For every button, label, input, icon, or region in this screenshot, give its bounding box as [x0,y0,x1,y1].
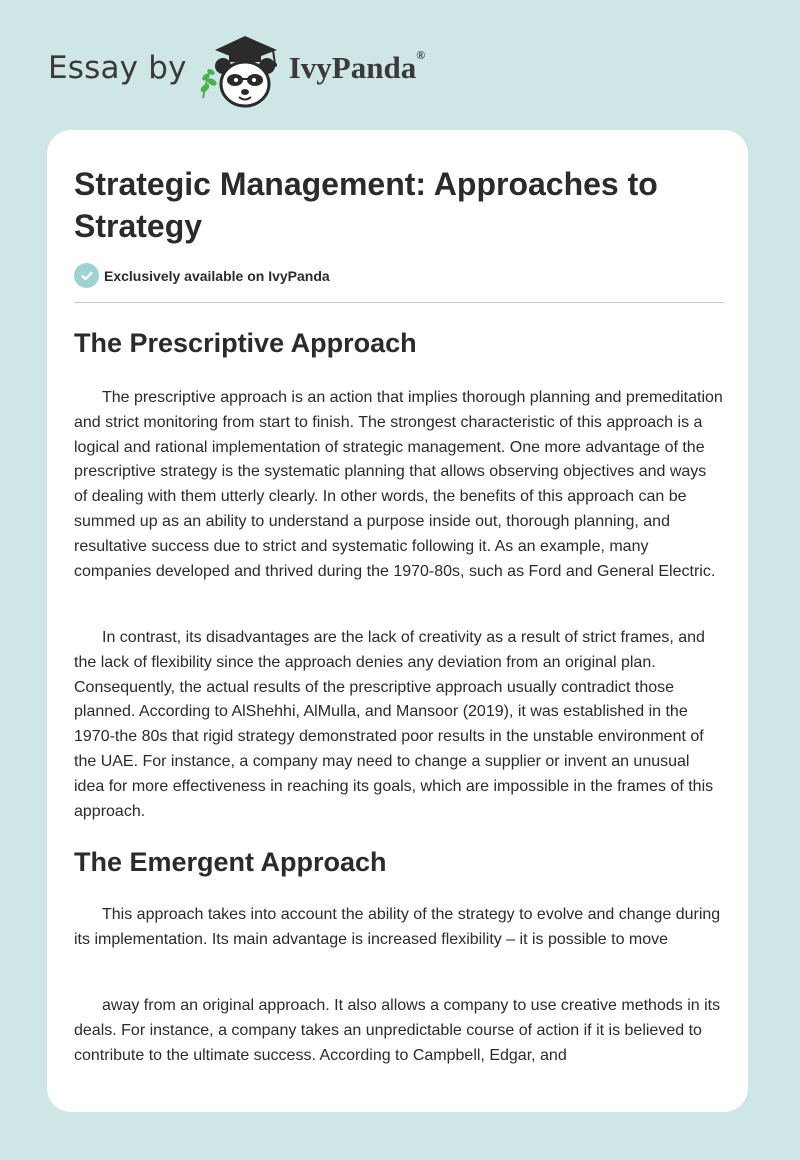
essay-by-label: Essay by [48,50,187,86]
paragraph: The prescriptive approach is an action that implies thorough planning and premeditation and strict monitoring from start to finish. The strongest characteristic of this approach is a logical and rational implementation of strategic management. One more advantage of the prescriptive strategy is the systematic planning that allows observing objectives and ways of dealing with them utterly clearly. In other words, the benefits of this approach can be summed up as an ability to understand a purpose inside out, thorough planning, and resultative success due to strict and systematic following it. As an example, many companies developed and thrived during the 1970-80s, such as Ford and General Electric. [74,389,723,580]
site-header [48,30,425,110]
section-heading-emergent: The Emergent Approach [74,847,387,877]
title-divider [74,302,724,303]
essay-title: Strategic Management: Approaches to Strategy [74,166,658,244]
brand-name[interactable] [288,47,426,86]
paragraph: away from an original approach. It also allows a company to use creative methods in its deals. For instance, a company takes an unpredictable course of action if it is believed to contribute to the ultimate success. According to Campbell, Edgar, and [74,997,721,1064]
essay-card [47,130,748,1112]
check-icon [74,263,99,288]
exclusive-badge [74,263,330,288]
brand-text: IvyPanda [288,50,417,85]
paragraph: This approach takes into account the ability of the strategy to evolve and change during its implementation. Its main advantage is increased flexibility – it is possible to move [74,906,721,948]
registered-mark: ® [416,47,426,62]
badge-label: Exclusively available on IvyPanda [104,267,330,284]
section-heading-prescriptive: The Prescriptive Approach [74,328,417,358]
panda-logo-icon[interactable] [195,30,287,110]
paragraph: In contrast, its disadvantages are the lack of creativity as a result of strict frames, and the lack of flexibility since the approach denies any deviation from an original plan. Consequently, the actual results of the prescriptive approach usually contradict those planned. According to AlShehhi, AlMulla, and Mansoor (2019), it was established in the 1970-the 80s that rigid strategy demonstrated poor results in the unstable environment of the UAE. For instance, a company may need to change a supplier or invent an unusual idea for more effectiveness in reaching its goals, which are impossible in the frames of this approach. [74,629,714,820]
